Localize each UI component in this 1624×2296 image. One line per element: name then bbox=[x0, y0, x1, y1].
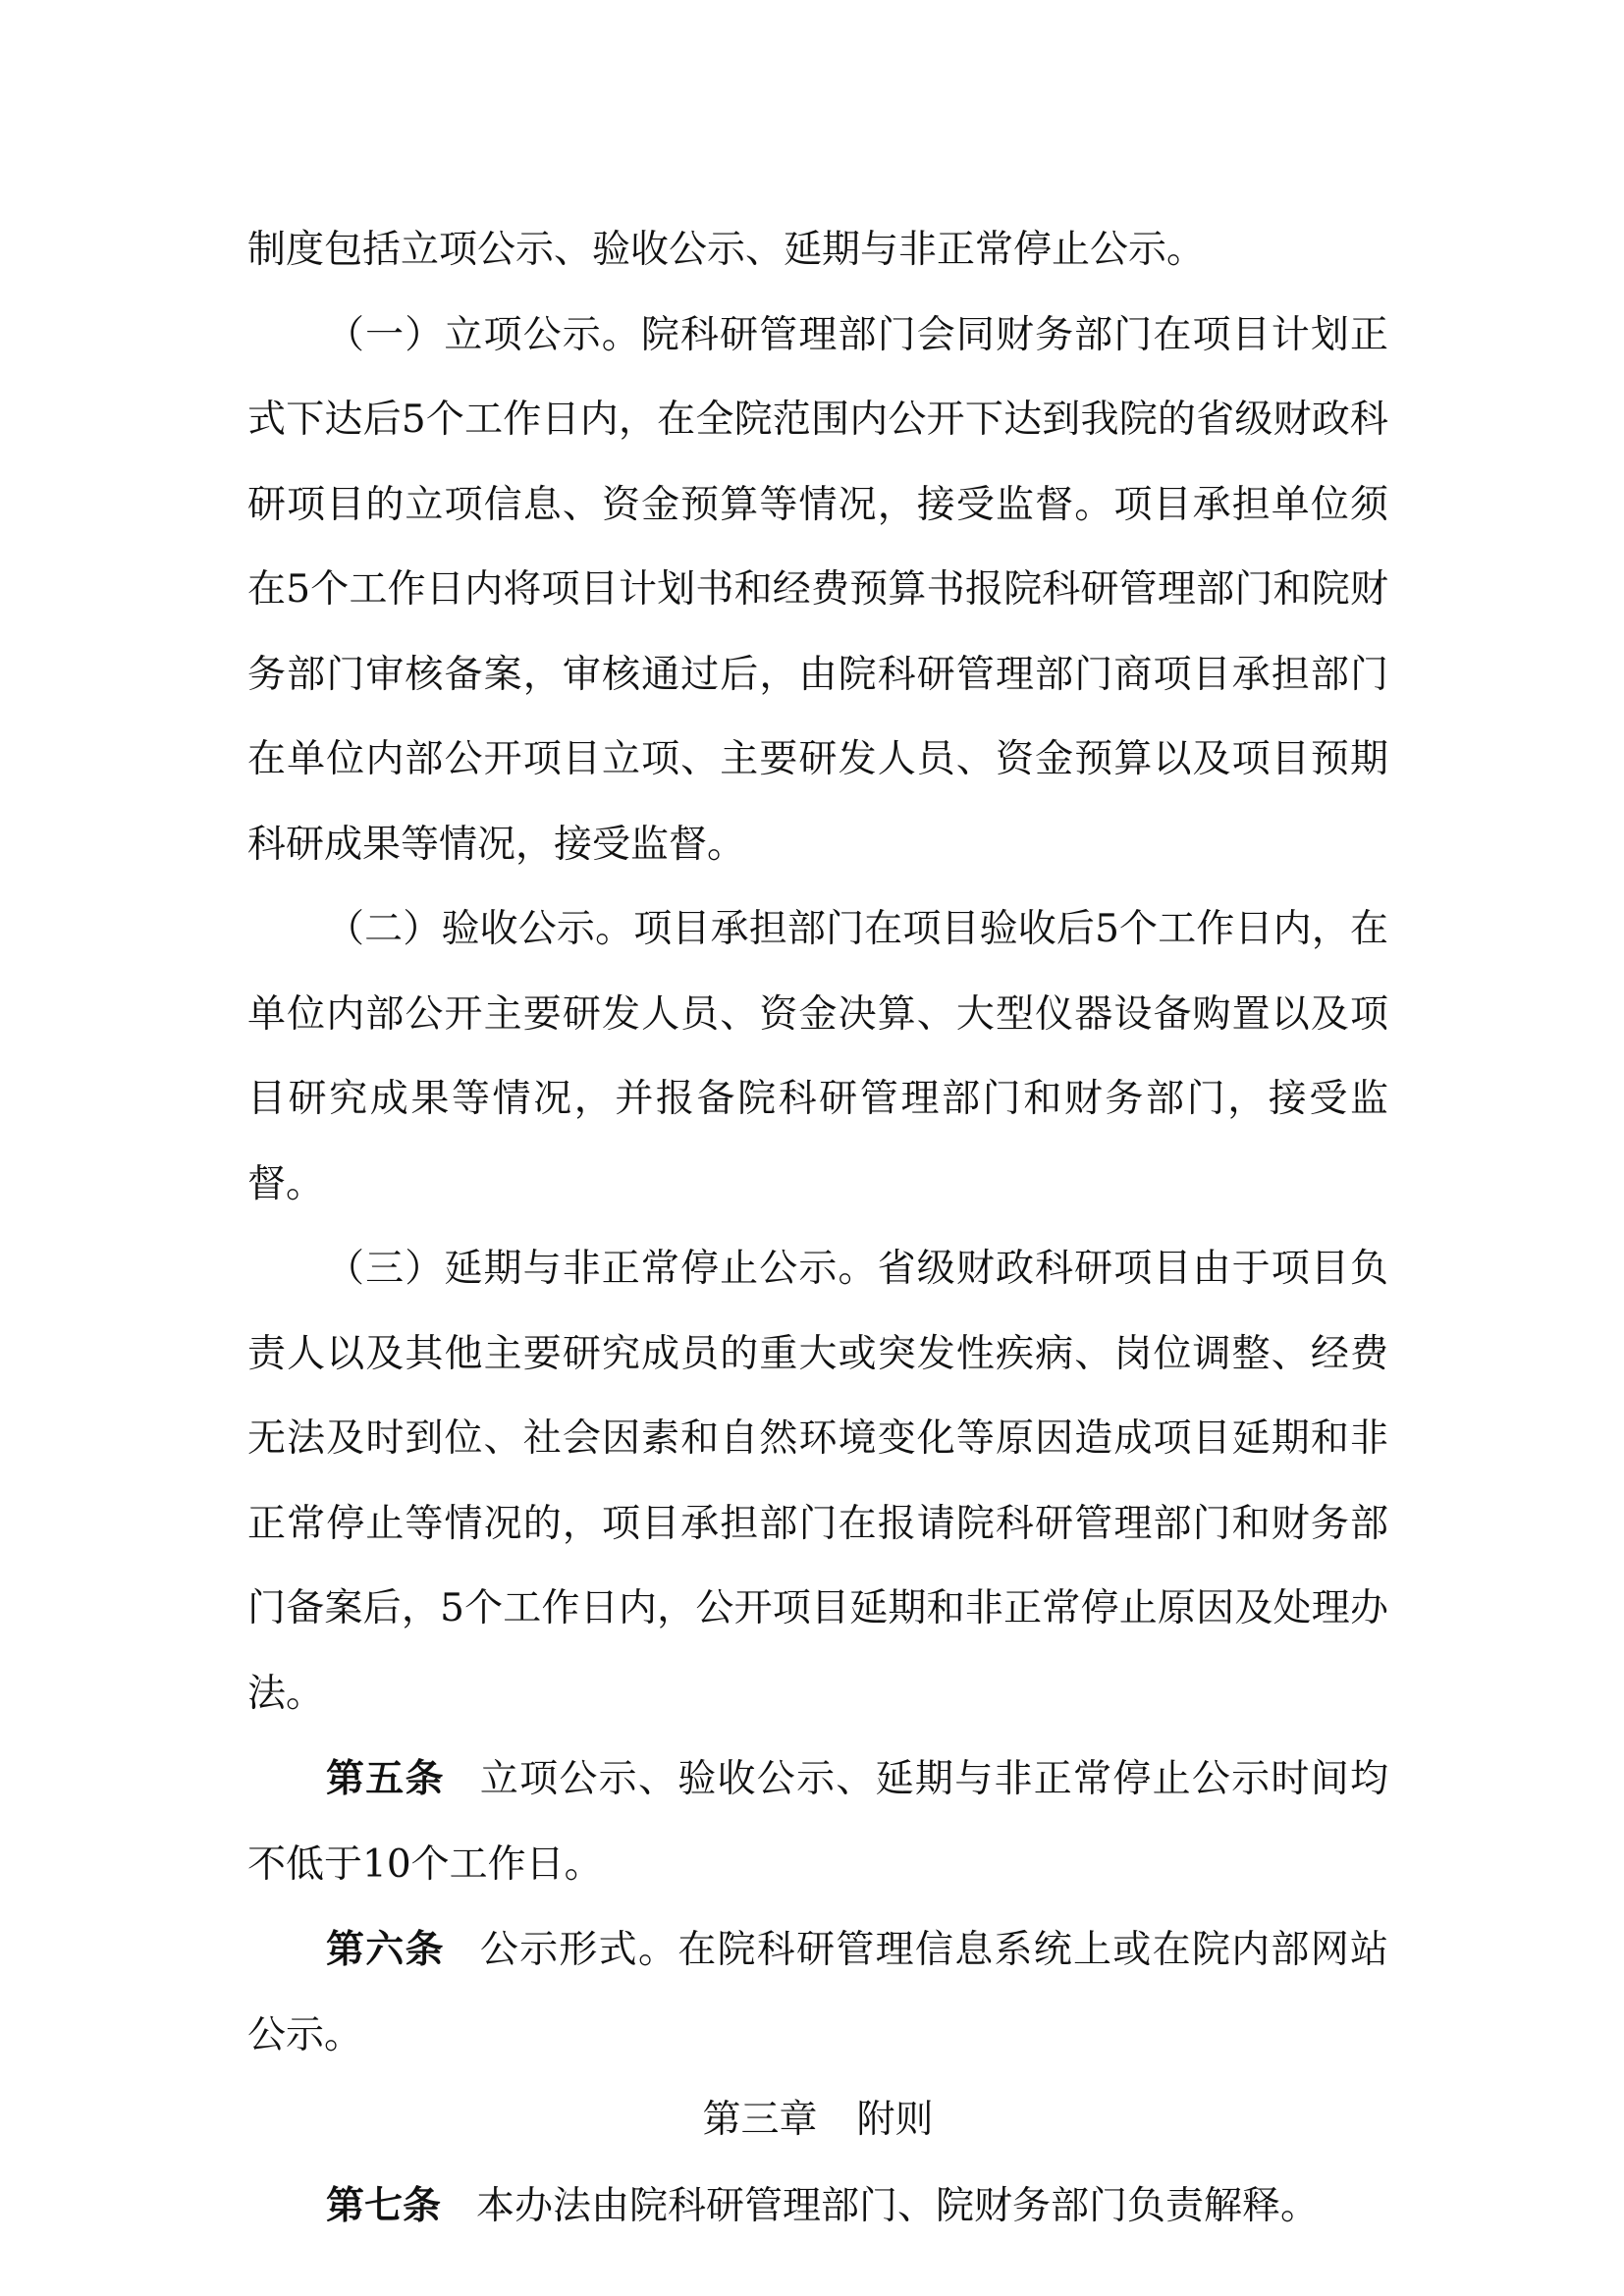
paragraph-continuation: 制度包括立项公示、验收公示、延期与非正常停止公示。 bbox=[247, 228, 1206, 272]
article-6 bbox=[247, 1907, 1388, 2078]
article-5-label: 第五条 bbox=[326, 1756, 445, 1801]
chapter-title: 附则 bbox=[856, 2098, 934, 2142]
paragraph-extension-notice: （三）延期与非正常停止公示。省级财政科研项目由于项目负责人以及其他主要研究成员的重大或突发性疾病、岗位调整、经费无法及时到位、社会因素和自然环境变化等原因造成项目延期和非正常停止等情况的，项目承担部门在报请院科研管理部门和财务部门备案后，5个工作日内，公开项目延期和非正常停止原因及处理办法。 bbox=[247, 1247, 1388, 1716]
article-7-text: 本办法由院科研管理部门、院财务部门负责解释。 bbox=[476, 2183, 1320, 2228]
article-7 bbox=[247, 2163, 1388, 2250]
article-5-text: 立项公示、验收公示、延期与非正常停止公示时间均不低于10个工作日。 bbox=[247, 1757, 1388, 1887]
article-5 bbox=[247, 1736, 1388, 1907]
document-body bbox=[247, 208, 1388, 2249]
article-6-label: 第六条 bbox=[326, 1927, 445, 1972]
chapter-heading bbox=[247, 2078, 1388, 2163]
paragraph-acceptance-notice: （二）验收公示。项目承担部门在项目验收后5个工作日内，在单位内部公开主要研发人员、资金决算、大型仪器设备购置以及项目研究成果等情况，并报备院科研管理部门和财务部门，接受监督。 bbox=[247, 907, 1388, 1206]
article-6-text: 公示形式。在院科研管理信息系统上或在院内部网站公示。 bbox=[247, 1928, 1388, 2057]
chapter-number: 第三章 bbox=[702, 2098, 818, 2142]
article-7-label: 第七条 bbox=[326, 2182, 442, 2228]
paragraph-project-approval-notice: （一）立项公示。院科研管理部门会同财务部门在项目计划正式下达后5个工作日内，在全院范围内公开下达到我院的省级财政科研项目的立项信息、资金预算等情况，接受监督。项目承担单位须在5个工作日内将项目计划书和经费预算书报院科研管理部门和院财务部门审核备案，审核通过后，由院科研管理部门商项目承担部门在单位内部公开项目立项、主要研发人员、资金预算以及项目预期科研成果等情况，接受监督。 bbox=[247, 312, 1388, 867]
